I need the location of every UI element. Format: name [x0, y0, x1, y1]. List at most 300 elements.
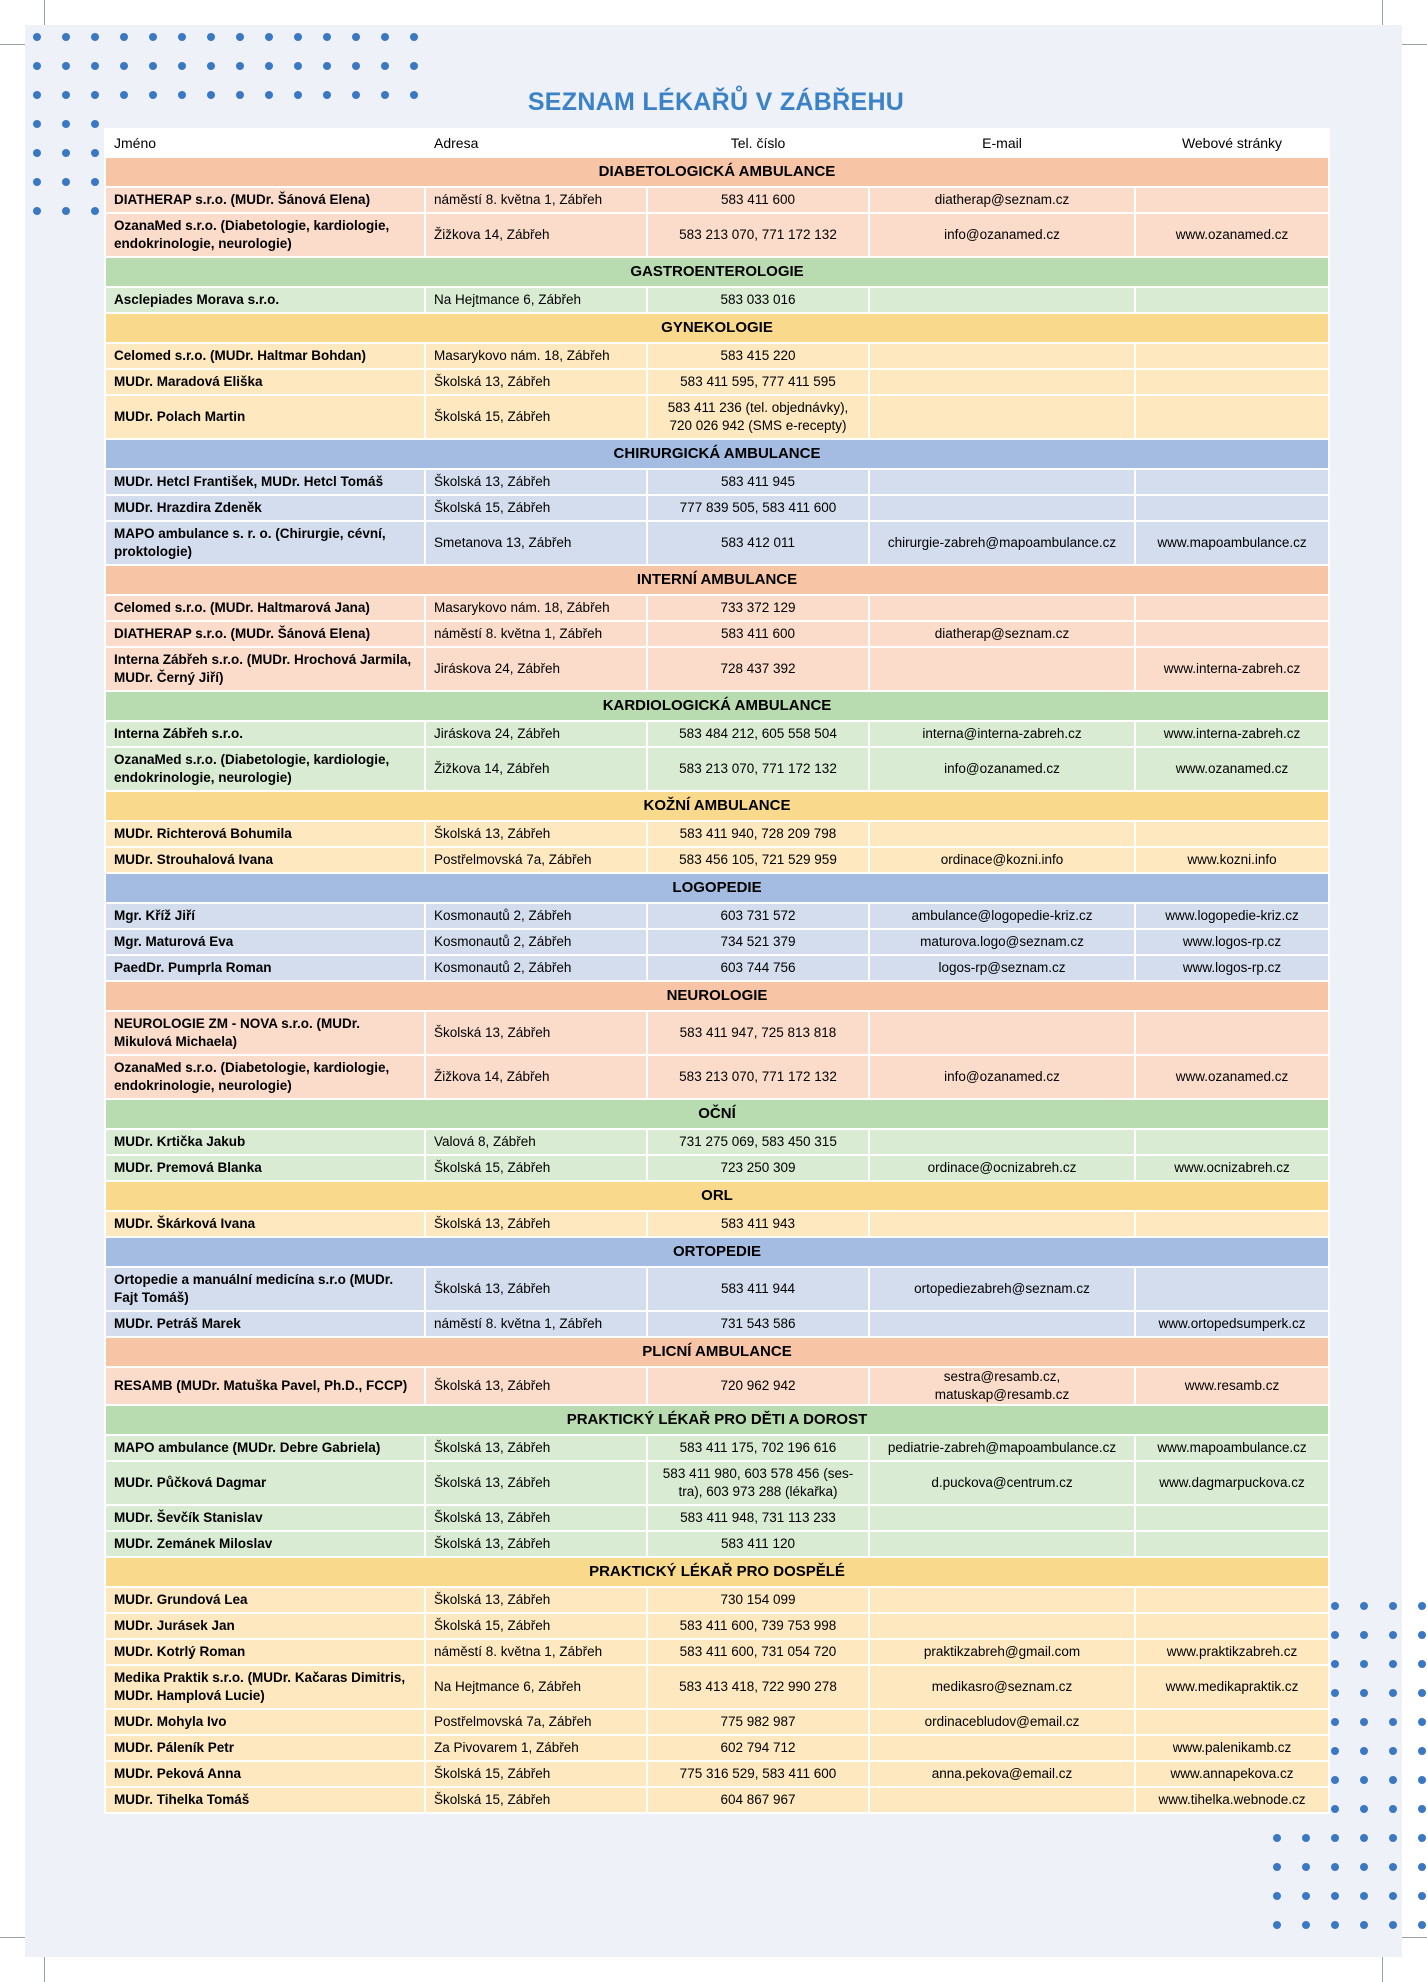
website-cell[interactable]: www.resamb.cz [1135, 1367, 1329, 1405]
table-row [105, 1787, 1329, 1813]
email-cell[interactable]: sestra@resamb.cz, matuskap@resamb.cz [869, 1367, 1135, 1405]
table-row [105, 1311, 1329, 1337]
website-cell[interactable]: www.kozni.info [1135, 847, 1329, 873]
dot [33, 33, 41, 41]
dot [323, 62, 331, 70]
section-title: PLICNÍ AMBULANCE [105, 1337, 1329, 1367]
table-row [105, 343, 1329, 369]
dot [381, 33, 389, 41]
dot [1418, 1834, 1426, 1842]
address-cell: Školská 13, Zábřeh [425, 1267, 647, 1311]
dot [1302, 1834, 1310, 1842]
email-cell[interactable]: logos-rp@seznam.cz [869, 955, 1135, 981]
website-cell[interactable]: www.ortopedsumperk.cz [1135, 1311, 1329, 1337]
dot [1389, 1689, 1397, 1697]
email-cell[interactable]: ordinacebludov@email.cz [869, 1709, 1135, 1735]
email-cell[interactable]: ambulance@logopedie-kriz.cz [869, 903, 1135, 929]
dot [1360, 1863, 1368, 1871]
doctor-name-cell: NEUROLOGIE ZM - NOVA s.r.o. (MUDr. Mikulová Michaela) [105, 1011, 425, 1055]
email-cell [869, 1787, 1135, 1813]
section-header-row [105, 1099, 1329, 1129]
website-cell[interactable]: www.medikapraktik.cz [1135, 1665, 1329, 1709]
crop-mark [1382, 1957, 1383, 1982]
address-cell: Žižkova 14, Zábřeh [425, 213, 647, 257]
phone-cell: 731 543 586 [647, 1311, 869, 1337]
doctor-name-cell: MUDr. Jurásek Jan [105, 1613, 425, 1639]
phone-cell: 583 411 600 [647, 621, 869, 647]
website-cell[interactable]: www.interna-zabreh.cz [1135, 721, 1329, 747]
doctor-name-cell: MUDr. Páleník Petr [105, 1735, 425, 1761]
dot [1331, 1863, 1339, 1871]
dot [149, 33, 157, 41]
dot [1418, 1631, 1426, 1639]
dot [1389, 1776, 1397, 1784]
address-cell: Školská 15, Zábřeh [425, 395, 647, 439]
phone-cell: 583 484 212, 605 558 504 [647, 721, 869, 747]
address-cell: Školská 13, Zábřeh [425, 1367, 647, 1405]
section-header-row [105, 157, 1329, 187]
phone-cell: 730 154 099 [647, 1587, 869, 1613]
phone-cell: 583 411 947, 725 813 818 [647, 1011, 869, 1055]
section-8 [105, 981, 1329, 1099]
section-header-row [105, 439, 1329, 469]
doctor-name-cell: MUDr. Tihelka Tomáš [105, 1787, 425, 1813]
address-cell: Školská 13, Zábřeh [425, 1011, 647, 1055]
address-cell: náměstí 8. května 1, Zábřeh [425, 1639, 647, 1665]
website-cell [1135, 469, 1329, 495]
dot [1389, 1660, 1397, 1668]
dot [1331, 1689, 1339, 1697]
dot [1360, 1892, 1368, 1900]
doctor-name-cell: MUDr. Krtička Jakub [105, 1129, 425, 1155]
website-cell[interactable]: www.mapoambulance.cz [1135, 521, 1329, 565]
table-row [105, 1461, 1329, 1505]
dot [1331, 1631, 1339, 1639]
address-cell: Školská 15, Zábřeh [425, 495, 647, 521]
section-header-row [105, 791, 1329, 821]
phone-cell: 603 744 756 [647, 955, 869, 981]
section-header-row [105, 691, 1329, 721]
doctor-name-cell: MUDr. Peková Anna [105, 1761, 425, 1787]
email-cell[interactable]: info@ozanamed.cz [869, 213, 1135, 257]
column-header-name: Jméno [105, 129, 425, 157]
section-title: KOŽNÍ AMBULANCE [105, 791, 1329, 821]
dot [1331, 1834, 1339, 1842]
email-cell [869, 1735, 1135, 1761]
email-cell [869, 495, 1135, 521]
section-7 [105, 873, 1329, 981]
doctor-name-cell: Celomed s.r.o. (MUDr. Haltmar Bohdan) [105, 343, 425, 369]
dot [91, 120, 99, 128]
dot [294, 33, 302, 41]
phone-cell: 583 411 600, 731 054 720 [647, 1639, 869, 1665]
dot [1389, 1805, 1397, 1813]
website-cell[interactable]: www.annapekova.cz [1135, 1761, 1329, 1787]
doctor-name-cell: MUDr. Premová Blanka [105, 1155, 425, 1181]
dot [1360, 1718, 1368, 1726]
dot [62, 62, 70, 70]
website-cell [1135, 1587, 1329, 1613]
table-row [105, 469, 1329, 495]
address-cell: Kosmonautů 2, Zábřeh [425, 955, 647, 981]
dot [1331, 1805, 1339, 1813]
email-cell [869, 369, 1135, 395]
email-cell[interactable]: anna.pekova@email.cz [869, 1761, 1135, 1787]
website-cell [1135, 1613, 1329, 1639]
doctor-name-cell: Interna Zábřeh s.r.o. (MUDr. Hrochová Jarmila, MUDr. Černý Jiří) [105, 647, 425, 691]
phone-cell: 583 213 070, 771 172 132 [647, 747, 869, 791]
dot [120, 62, 128, 70]
doctor-name-cell: OzanaMed s.r.o. (Diabetologie, kardiologie, endokrinologie, neurologie) [105, 747, 425, 791]
email-cell[interactable]: chirurgie-zabreh@mapoambulance.cz [869, 521, 1135, 565]
website-cell [1135, 187, 1329, 213]
table-row [105, 213, 1329, 257]
address-cell: Na Hejtmance 6, Zábřeh [425, 1665, 647, 1709]
doctor-name-cell: MUDr. Mohyla Ivo [105, 1709, 425, 1735]
email-cell[interactable]: diatherap@seznam.cz [869, 187, 1135, 213]
email-cell [869, 1211, 1135, 1237]
table-row [105, 747, 1329, 791]
address-cell: Za Pivovarem 1, Zábřeh [425, 1735, 647, 1761]
section-title: OČNÍ [105, 1099, 1329, 1129]
website-cell[interactable]: www.ozanamed.cz [1135, 747, 1329, 791]
dot [1360, 1747, 1368, 1755]
doctor-name-cell: OzanaMed s.r.o. (Diabetologie, kardiologie, endokrinologie, neurologie) [105, 213, 425, 257]
section-header-row [105, 1181, 1329, 1211]
section-title: INTERNÍ AMBULANCE [105, 565, 1329, 595]
website-cell[interactable]: www.interna-zabreh.cz [1135, 647, 1329, 691]
table-row [105, 1587, 1329, 1613]
email-cell[interactable]: medikasro@seznam.cz [869, 1665, 1135, 1709]
doctor-name-cell: PaedDr. Pumprla Roman [105, 955, 425, 981]
dot [33, 178, 41, 186]
website-cell[interactable]: www.logos-rp.cz [1135, 929, 1329, 955]
table-row [105, 903, 1329, 929]
dot [323, 33, 331, 41]
table-row [105, 1155, 1329, 1181]
email-cell[interactable]: pediatrie-zabreh@mapoambulance.cz [869, 1435, 1135, 1461]
dot [91, 178, 99, 186]
table-row [105, 955, 1329, 981]
dot [1302, 1892, 1310, 1900]
address-cell: Jiráskova 24, Zábřeh [425, 721, 647, 747]
address-cell: Valová 8, Zábřeh [425, 1129, 647, 1155]
doctor-name-cell: MUDr. Kotrlý Roman [105, 1639, 425, 1665]
section-header-row [105, 565, 1329, 595]
dot [1273, 1921, 1281, 1929]
table-row [105, 1709, 1329, 1735]
dot [352, 33, 360, 41]
website-cell [1135, 1011, 1329, 1055]
website-cell[interactable]: www.dagmarpuckova.cz [1135, 1461, 1329, 1505]
website-cell [1135, 1129, 1329, 1155]
table-row [105, 821, 1329, 847]
section-6 [105, 791, 1329, 873]
column-header-email: E-mail [869, 129, 1135, 157]
email-cell [869, 595, 1135, 621]
doctor-list-table [104, 128, 1330, 1814]
dot [33, 91, 41, 99]
phone-cell: 583 411 948, 731 113 233 [647, 1505, 869, 1531]
phone-cell: 583 413 418, 722 990 278 [647, 1665, 869, 1709]
doctor-name-cell: MUDr. Škárková Ivana [105, 1211, 425, 1237]
doctor-name-cell: Medika Praktik s.r.o. (MUDr. Kačaras Dimitris, MUDr. Hamplová Lucie) [105, 1665, 425, 1709]
address-cell: Školská 13, Zábřeh [425, 1531, 647, 1557]
email-cell[interactable]: info@ozanamed.cz [869, 747, 1135, 791]
address-cell: Školská 13, Zábřeh [425, 821, 647, 847]
table-row [105, 187, 1329, 213]
dot [1389, 1631, 1397, 1639]
doctor-name-cell: MUDr. Grundová Lea [105, 1587, 425, 1613]
section-title: GYNEKOLOGIE [105, 313, 1329, 343]
email-cell[interactable]: ortopediezabreh@seznam.cz [869, 1267, 1135, 1311]
dot [91, 62, 99, 70]
email-cell [869, 343, 1135, 369]
table-row [105, 1613, 1329, 1639]
doctor-name-cell: DIATHERAP s.r.o. (MUDr. Šánová Elena) [105, 621, 425, 647]
dot [62, 207, 70, 215]
crop-mark [0, 1937, 25, 1938]
section-0 [105, 157, 1329, 257]
email-cell [869, 1587, 1135, 1613]
email-cell [869, 1011, 1135, 1055]
dot [178, 62, 186, 70]
website-cell[interactable]: www.ocnizabreh.cz [1135, 1155, 1329, 1181]
dot [1360, 1689, 1368, 1697]
dot [1273, 1834, 1281, 1842]
dot [1389, 1921, 1397, 1929]
dot [120, 33, 128, 41]
email-cell[interactable]: maturova.logo@seznam.cz [869, 929, 1135, 955]
email-cell[interactable]: info@ozanamed.cz [869, 1055, 1135, 1099]
section-title: ORTOPEDIE [105, 1237, 1329, 1267]
dot [1389, 1747, 1397, 1755]
table-row [105, 1011, 1329, 1055]
phone-cell: 734 521 379 [647, 929, 869, 955]
doctor-name-cell: MUDr. Maradová Eliška [105, 369, 425, 395]
phone-cell: 583 456 105, 721 529 959 [647, 847, 869, 873]
section-10 [105, 1181, 1329, 1237]
email-cell[interactable]: ordinace@ocnizabreh.cz [869, 1155, 1135, 1181]
website-cell[interactable]: www.praktikzabreh.cz [1135, 1639, 1329, 1665]
website-cell [1135, 621, 1329, 647]
dot [1418, 1689, 1426, 1697]
phone-cell: 583 213 070, 771 172 132 [647, 1055, 869, 1099]
phone-cell: 775 316 529, 583 411 600 [647, 1761, 869, 1787]
address-cell: Školská 13, Zábřeh [425, 469, 647, 495]
doctor-name-cell: Mgr. Kříž Jiří [105, 903, 425, 929]
table-row [105, 495, 1329, 521]
dot [1360, 1602, 1368, 1610]
website-cell[interactable]: www.logopedie-kriz.cz [1135, 903, 1329, 929]
website-cell [1135, 821, 1329, 847]
dot [1389, 1718, 1397, 1726]
section-14 [105, 1557, 1329, 1813]
section-11 [105, 1237, 1329, 1337]
phone-cell: 583 411 236 (tel. objednávky), 720 026 942 (SMS e-recepty) [647, 395, 869, 439]
phone-cell: 777 839 505, 583 411 600 [647, 495, 869, 521]
email-cell [869, 1505, 1135, 1531]
crop-mark [0, 44, 25, 45]
address-cell: náměstí 8. května 1, Zábřeh [425, 1311, 647, 1337]
dot [1331, 1660, 1339, 1668]
dot [1389, 1863, 1397, 1871]
phone-cell: 720 962 942 [647, 1367, 869, 1405]
section-title: PRAKTICKÝ LÉKAŘ PRO DOSPĚLÉ [105, 1557, 1329, 1587]
website-cell [1135, 369, 1329, 395]
email-cell[interactable]: praktikzabreh@gmail.com [869, 1639, 1135, 1665]
dot [1418, 1776, 1426, 1784]
phone-cell: 583 411 120 [647, 1531, 869, 1557]
website-cell[interactable]: www.ozanamed.cz [1135, 1055, 1329, 1099]
website-cell [1135, 1267, 1329, 1311]
phone-cell: 775 982 987 [647, 1709, 869, 1735]
email-cell [869, 395, 1135, 439]
address-cell: Jiráskova 24, Zábřeh [425, 647, 647, 691]
website-cell [1135, 495, 1329, 521]
section-4 [105, 565, 1329, 691]
address-cell: náměstí 8. května 1, Zábřeh [425, 621, 647, 647]
dot [33, 62, 41, 70]
doctor-name-cell: OzanaMed s.r.o. (Diabetologie, kardiologie, endokrinologie, neurologie) [105, 1055, 425, 1099]
dot [91, 149, 99, 157]
doctor-name-cell: MAPO ambulance (MUDr. Debre Gabriela) [105, 1435, 425, 1461]
dot [62, 33, 70, 41]
dot [265, 33, 273, 41]
address-cell: Školská 15, Zábřeh [425, 1787, 647, 1813]
address-cell: Školská 13, Zábřeh [425, 369, 647, 395]
dot [62, 178, 70, 186]
dot [1418, 1805, 1426, 1813]
table-header-row [105, 129, 1329, 157]
dot [1273, 1892, 1281, 1900]
dot [1331, 1747, 1339, 1755]
dot [1360, 1805, 1368, 1813]
address-cell: Smetanova 13, Zábřeh [425, 521, 647, 565]
dot [1331, 1892, 1339, 1900]
email-cell [869, 469, 1135, 495]
address-cell: Kosmonautů 2, Zábřeh [425, 903, 647, 929]
phone-cell: 583 411 595, 777 411 595 [647, 369, 869, 395]
dot [381, 62, 389, 70]
address-cell: Postřelmovská 7a, Zábřeh [425, 847, 647, 873]
table-row [105, 1055, 1329, 1099]
dot [33, 207, 41, 215]
section-header-row [105, 1337, 1329, 1367]
table-row [105, 521, 1329, 565]
dot [410, 33, 418, 41]
section-header-row [105, 257, 1329, 287]
section-title: GASTROENTEROLOGIE [105, 257, 1329, 287]
phone-cell: 583 411 943 [647, 1211, 869, 1237]
address-cell: Postřelmovská 7a, Zábřeh [425, 1709, 647, 1735]
phone-cell: 583 213 070, 771 172 132 [647, 213, 869, 257]
dot [1418, 1747, 1426, 1755]
section-header-row [105, 1405, 1329, 1435]
phone-cell: 583 411 175, 702 196 616 [647, 1435, 869, 1461]
email-cell [869, 1129, 1135, 1155]
phone-cell: 723 250 309 [647, 1155, 869, 1181]
email-cell[interactable]: interna@interna-zabreh.cz [869, 721, 1135, 747]
dot [1418, 1718, 1426, 1726]
phone-cell: 728 437 392 [647, 647, 869, 691]
email-cell[interactable]: ordinace@kozni.info [869, 847, 1135, 873]
doctor-name-cell: MUDr. Ševčík Stanislav [105, 1505, 425, 1531]
website-cell [1135, 395, 1329, 439]
doctor-name-cell: MUDr. Půčková Dagmar [105, 1461, 425, 1505]
section-header-row [105, 1237, 1329, 1267]
email-cell [869, 1311, 1135, 1337]
website-cell[interactable]: www.tihelka.webnode.cz [1135, 1787, 1329, 1813]
address-cell: Školská 13, Zábřeh [425, 1505, 647, 1531]
address-cell: Školská 15, Zábřeh [425, 1155, 647, 1181]
phone-cell: 583 415 220 [647, 343, 869, 369]
doctor-name-cell: DIATHERAP s.r.o. (MUDr. Šánová Elena) [105, 187, 425, 213]
table-row [105, 929, 1329, 955]
website-cell[interactable]: www.mapoambulance.cz [1135, 1435, 1329, 1461]
table-row [105, 369, 1329, 395]
website-cell [1135, 1505, 1329, 1531]
crop-mark [1382, 0, 1383, 25]
section-title: DIABETOLOGICKÁ AMBULANCE [105, 157, 1329, 187]
phone-cell: 583 411 945 [647, 469, 869, 495]
dot [1302, 1921, 1310, 1929]
website-cell[interactable]: www.palenikamb.cz [1135, 1735, 1329, 1761]
email-cell[interactable]: d.puckova@centrum.cz [869, 1461, 1135, 1505]
dot [1331, 1718, 1339, 1726]
website-cell [1135, 343, 1329, 369]
dot [1418, 1863, 1426, 1871]
address-cell: Žižkova 14, Zábřeh [425, 747, 647, 791]
dot [62, 149, 70, 157]
doctor-name-cell: MUDr. Hrazdira Zdeněk [105, 495, 425, 521]
email-cell [869, 1531, 1135, 1557]
dot [62, 120, 70, 128]
email-cell[interactable]: diatherap@seznam.cz [869, 621, 1135, 647]
section-9 [105, 1099, 1329, 1181]
doctor-name-cell: MUDr. Petráš Marek [105, 1311, 425, 1337]
doctor-name-cell: Ortopedie a manuální medicína s.r.o (MUDr. Fajt Tomáš) [105, 1267, 425, 1311]
phone-cell: 733 372 129 [647, 595, 869, 621]
dot [1273, 1863, 1281, 1871]
section-3 [105, 439, 1329, 565]
doctor-name-cell: MAPO ambulance s. r. o. (Chirurgie, cévní, proktologie) [105, 521, 425, 565]
dot [1418, 1921, 1426, 1929]
dot [1331, 1776, 1339, 1784]
website-cell[interactable]: www.logos-rp.cz [1135, 955, 1329, 981]
dot [1418, 1892, 1426, 1900]
section-title: LOGOPEDIE [105, 873, 1329, 903]
dot [352, 62, 360, 70]
dot [1389, 1892, 1397, 1900]
doctor-name-cell: Mgr. Maturová Eva [105, 929, 425, 955]
table-row [105, 1267, 1329, 1311]
crop-mark [1402, 44, 1427, 45]
website-cell[interactable]: www.ozanamed.cz [1135, 213, 1329, 257]
column-header-address: Adresa [425, 129, 647, 157]
dot [236, 33, 244, 41]
phone-cell: 603 731 572 [647, 903, 869, 929]
email-cell [869, 821, 1135, 847]
dot [33, 149, 41, 157]
address-cell: Školská 15, Zábřeh [425, 1613, 647, 1639]
section-13 [105, 1405, 1329, 1557]
dot [1331, 1921, 1339, 1929]
section-title: NEUROLOGIE [105, 981, 1329, 1011]
address-cell: Školská 13, Zábřeh [425, 1587, 647, 1613]
section-title: CHIRURGICKÁ AMBULANCE [105, 439, 1329, 469]
website-cell [1135, 1211, 1329, 1237]
